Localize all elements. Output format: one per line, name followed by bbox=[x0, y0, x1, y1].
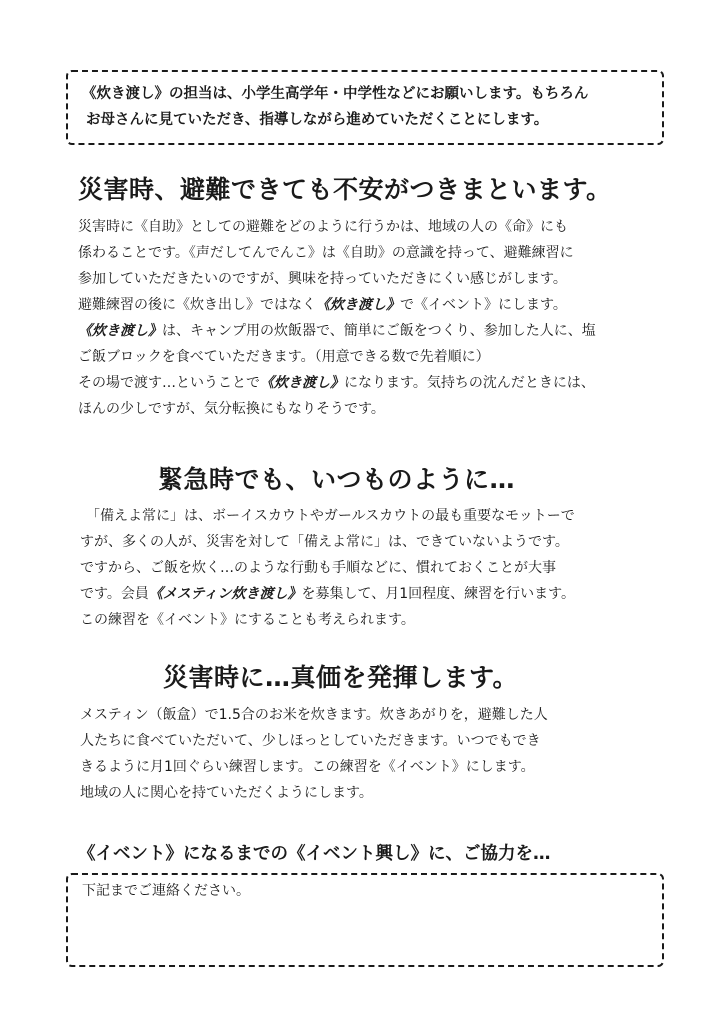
contact-text: 下記までご連絡ください。 bbox=[82, 883, 250, 899]
section-1-line-4 bbox=[78, 292, 668, 318]
section-2-line-5: この練習を《イベント》にすることも考えられます。 bbox=[80, 612, 415, 628]
section-true-value bbox=[163, 660, 724, 696]
notice-box bbox=[66, 70, 664, 145]
takiwatashi-emphasis: 《炊き渡し》 bbox=[260, 375, 344, 391]
section-1-line-1: 災害時に《自助》としての避難をどのように行うかは、地域の人の《命》にも bbox=[78, 219, 568, 235]
takiwatashi-emphasis: 《炊き渡し》 bbox=[78, 323, 162, 339]
takiwatashi-emphasis: 《炊き渡し》 bbox=[316, 297, 400, 313]
section-1-heading: 災害時、避難できても不安がつきまといます。 bbox=[78, 175, 612, 204]
contact-heading: 《イベント》になるまでの《イベント興し》に、ご協力を… bbox=[78, 844, 551, 864]
section-2-line-4c: を募集して、月1回程度、練習を行います。 bbox=[301, 586, 576, 602]
section-2-line-1: 「備えよ常に」は、ボーイスカウトやガールスカウトの最も重要なモットーで bbox=[86, 508, 575, 524]
section-emergency-routine bbox=[158, 462, 724, 498]
section-1-line-7a: その場で渡す…ということで bbox=[78, 375, 260, 391]
contact-box bbox=[66, 873, 664, 967]
section-1-line-5b: は、キャンプ用の炊飯器で、簡単にご飯をつくり、参加した人に、塩 bbox=[162, 323, 596, 339]
section-3-line-3: きるように月1回ぐらい練習します。この練習を《イベント》にします。 bbox=[80, 759, 535, 775]
section-2-line-3: ですから、ご飯を炊く…のような行動も手順などに、慣れておくことが大事 bbox=[80, 560, 556, 576]
notice-line-1: 《炊き渡し》の担当は、小学生高学年・中学性などにお願いします。もちろん bbox=[82, 86, 589, 102]
section-1-line-8: ほんの少しですが、気分転換にもなりそうです。 bbox=[78, 401, 385, 417]
section-3-heading: 災害時に…真価を発揮します。 bbox=[163, 663, 519, 692]
section-1-body bbox=[78, 214, 668, 422]
section-3-line-4: 地域の人に関心を持ていただくようにします。 bbox=[80, 785, 373, 801]
section-1-line-3: 参加していただきたいのですが、興味を持っていただきにくい感じがします。 bbox=[78, 271, 567, 287]
section-2-line-4 bbox=[80, 581, 670, 607]
section-1-line-4c: で《イベント》にします。 bbox=[400, 297, 567, 313]
section-disaster-anxiety bbox=[78, 172, 668, 208]
notice-line-2: お母さんに見ていただき、指導しながら進めていただくことにします。 bbox=[86, 112, 549, 128]
section-1-line-7c: になります。気持ちの沈んだときには、 bbox=[344, 375, 595, 391]
section-1-line-2: 係わることです。《声だしてんでんこ》は《自助》の意識を持って、避難練習に bbox=[78, 245, 574, 261]
section-2-heading: 緊急時でも、いつものように… bbox=[158, 465, 516, 494]
mestin-takiwatashi-emphasis: 《メスティン炊き渡し》 bbox=[148, 586, 302, 602]
section-2-line-2: すが、多くの人が、災害を対して「備えよ常に」は、できていないようです。 bbox=[80, 534, 569, 550]
section-3-body bbox=[80, 702, 670, 806]
section-2-line-4a: です。会員 bbox=[80, 586, 149, 602]
section-1-line-5 bbox=[78, 318, 668, 344]
section-1-line-6: ご飯ブロックを食べていただきます。（用意できる数で先着順に） bbox=[78, 349, 490, 365]
section-3-line-2: 人たちに食べていただいて、少しほっとしていただきます。いつでもでき bbox=[80, 733, 541, 749]
section-2-body bbox=[80, 503, 670, 633]
section-1-line-7 bbox=[78, 370, 668, 396]
section-3-line-1: メスティン（飯盒）で1.5合のお米を炊きます。炊きあがりを，避難した人 bbox=[80, 707, 548, 723]
section-1-line-4a: 避難練習の後に《炊き出し》ではなく bbox=[78, 297, 316, 313]
